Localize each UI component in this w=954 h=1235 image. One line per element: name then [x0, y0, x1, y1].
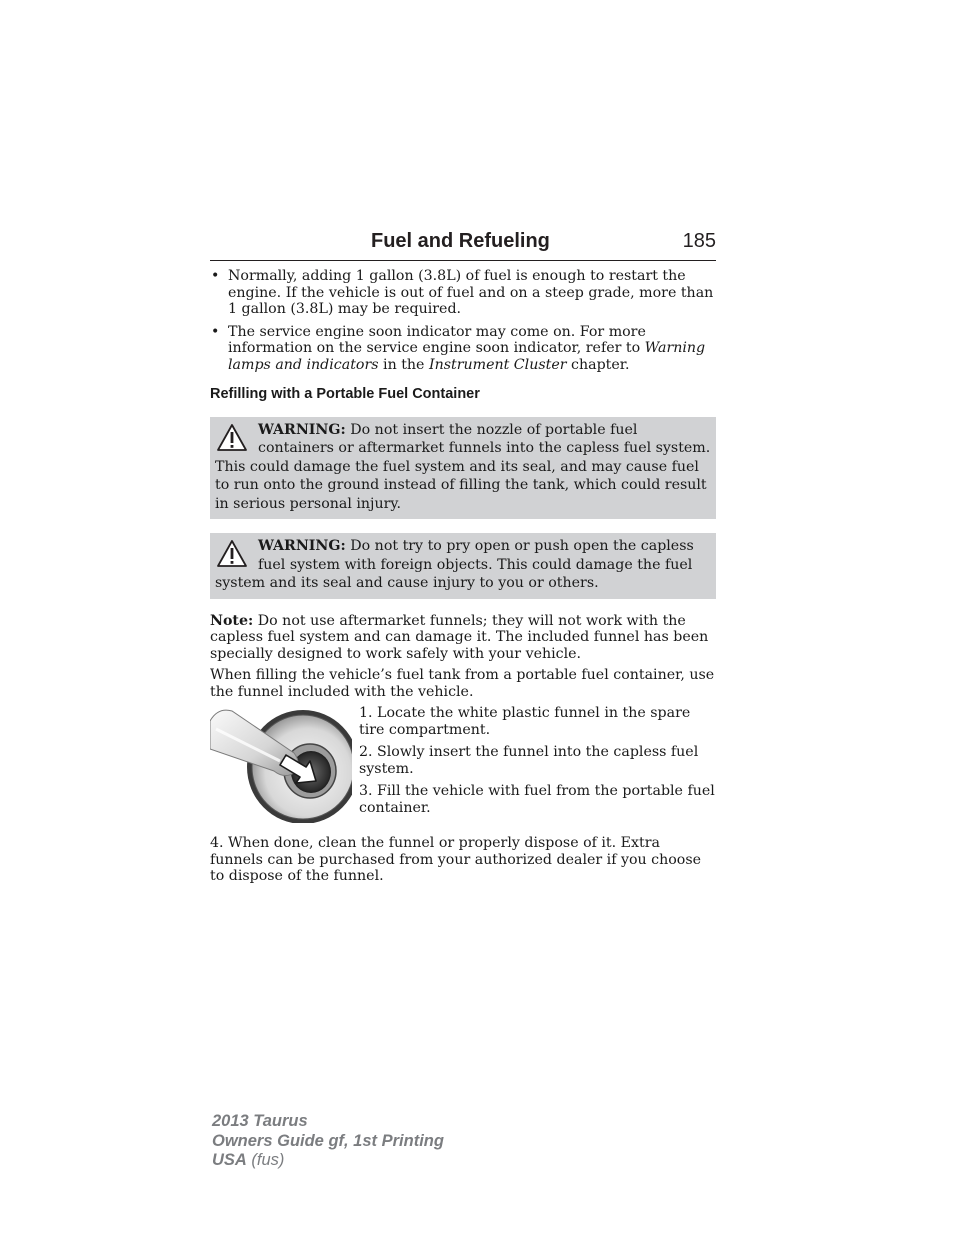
page-number: 185	[682, 230, 716, 252]
step-item: 1. Locate the white plastic funnel in the spare tire compartment.	[359, 705, 691, 738]
final-step-paragraph: 4. When done, clean the funnel or properly dispose of it. Extra funnels can be purchased from your authorized dealer if you choose to dispose of the funnel.	[210, 835, 702, 884]
step-item: 3. Fill the vehicle with fuel from the portable fuel container.	[359, 783, 715, 816]
reference-topic: Warning lamps and indicators	[228, 340, 706, 373]
intro-paragraph: When filling the vehicle’s fuel tank from a portable fuel container, use the funnel included with the vehicle.	[210, 667, 715, 700]
note-label: Note:	[210, 612, 254, 629]
bullet-item	[210, 268, 716, 318]
funnel-insertion-illustration	[210, 705, 352, 823]
bullet-dot: •	[211, 268, 220, 284]
warning-box	[210, 417, 716, 520]
page-content	[210, 268, 716, 890]
step-list	[359, 705, 716, 822]
section-heading: Refilling with a Portable Fuel Container	[210, 386, 480, 402]
warning-text: Do not insert the nozzle of portable fuel containers or aftermarket funnels into the capless fuel system. This could damage the fuel system and its seal, and may cause fuel to run onto the ground instead of filling the tank, which could result in serious personal injury.	[215, 421, 711, 512]
chapter-title: Fuel and Refueling	[371, 230, 550, 252]
warning-triangle-icon	[216, 423, 248, 453]
footer-model: 2013 Taurus	[212, 1112, 308, 1130]
step-item: 2. Slowly insert the funnel into the capless fuel system.	[359, 744, 699, 777]
warning-triangle-icon	[216, 539, 248, 569]
warning-box	[210, 533, 716, 599]
footer-edition: Owners Guide gf, 1st Printing	[212, 1131, 444, 1150]
note-text: Do not use aftermarket funnels; they will not work with the capless fuel system and can damage it. The included funnel has been specially designed to work safely with your vehicle.	[210, 612, 709, 662]
bullet-text: The service engine soon indicator may come on. For more information on the service engine soon indicator, refer to	[228, 323, 646, 356]
footer-market	[212, 1151, 444, 1171]
warning-label: WARNING:	[258, 538, 346, 554]
page-header	[210, 228, 716, 261]
funnel-figure-block	[210, 705, 716, 831]
page-footer	[212, 1112, 444, 1171]
warning-label: WARNING:	[258, 421, 346, 438]
footer-region: USA	[212, 1151, 247, 1169]
warning-text: Do not try to pry open or push open the capless fuel system with foreign objects. This could damage the fuel system and its seal and cause injury to you or others.	[215, 538, 694, 591]
footer-code: (fus)	[246, 1151, 285, 1169]
bullet-text: in the	[378, 356, 429, 373]
bullet-text: chapter.	[566, 356, 630, 373]
bullet-item	[210, 324, 716, 374]
reference-chapter: Instrument Cluster	[428, 356, 567, 373]
bullet-text: Normally, adding 1 gallon (3.8L) of fuel is enough to restart the engine. If the vehicle is out of fuel and on a steep grade, more than 1 gallon (3.8L) may be required.	[228, 268, 714, 317]
note-paragraph	[210, 613, 716, 663]
bullet-dot: •	[211, 323, 220, 340]
